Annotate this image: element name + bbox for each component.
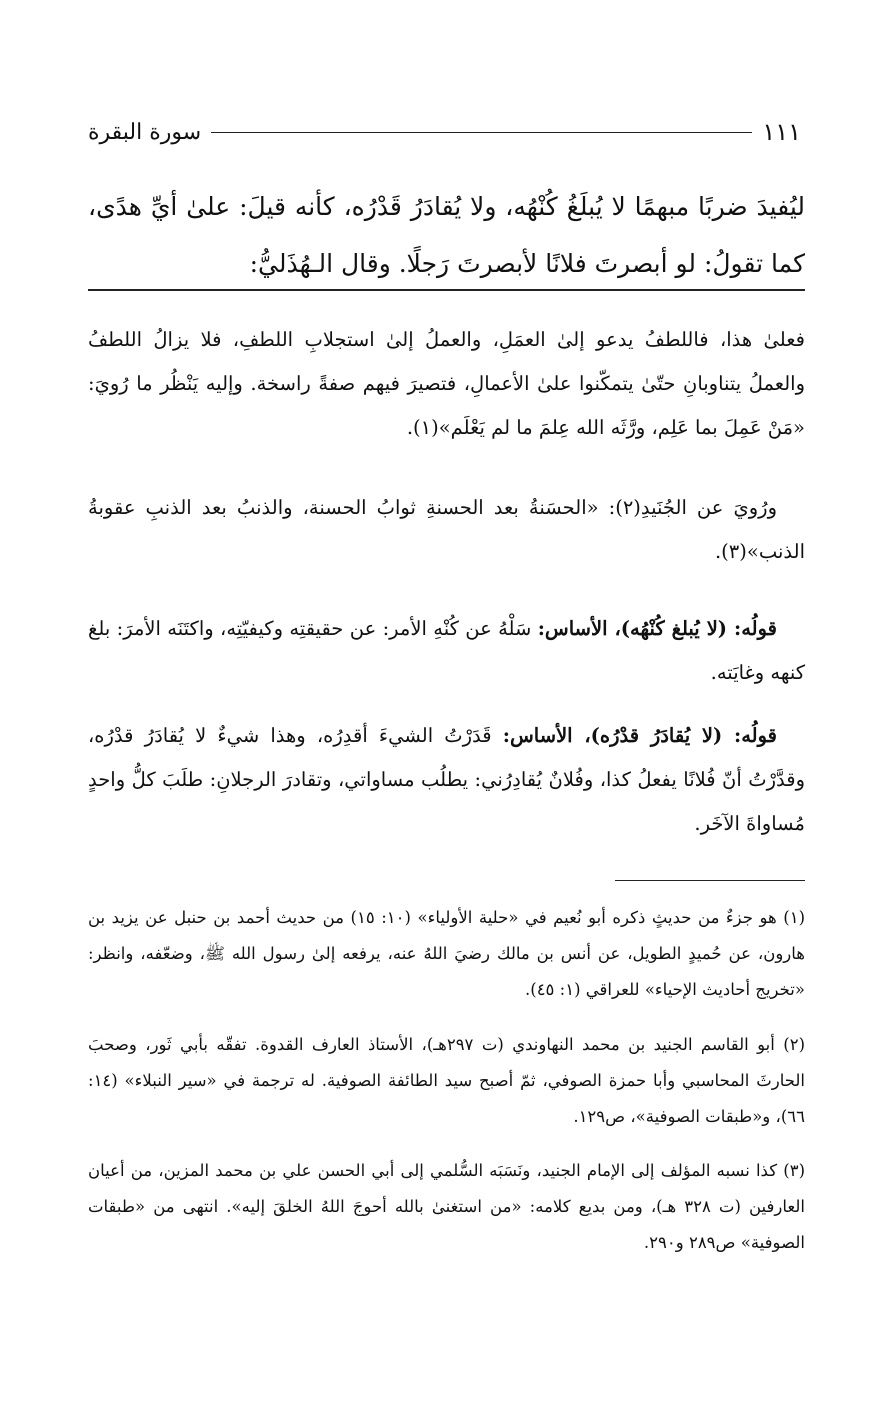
- footnote-separator: [615, 880, 805, 881]
- main-text-body: ليُفيدَ ضربًا مبهمًا لا يُبلَغُ كُنْهُه، ولا يُقادَرُ قَدْرُه، كأنه قيلَ: علىٰ أيِّ هدًى، كما تقولُ: لو أبصرتَ فلانًا لأبصرتَ رَجلًا. وقال الـهُذَليُّ:: [88, 192, 805, 278]
- commentary-paragraph-1: [88, 318, 805, 450]
- footnote-1: [88, 900, 805, 1012]
- commentary-text: فعلىٰ هذا، فاللطفُ يدعو إلىٰ العمَلِ، والعملُ إلىٰ استجلابِ اللطفِ، فلا يزالُ اللطفُ والعملُ يتناوبانِ حتّىٰ يتمكّنوا علىٰ الأعمالِ، فتصيرَ فيهم صفةً راسخة. وإليه يَنْظُر ما رُويَ: «مَنْ عَمِلَ بما عَلِم، ورَّثَه الله عِلمَ ما لم يَعْلَم»(١).: [88, 328, 805, 439]
- running-header: [88, 112, 801, 152]
- commentary-lead: قولُه: (لا يُقادَرُ قدْرُه)، الأساس:: [502, 724, 777, 747]
- commentary-paragraph-4: [88, 714, 805, 846]
- commentary-text: ورُويَ عن الجُنَيدِ(٢): «الحسَنةُ بعد الحسنةِ ثوابُ الحسنة، والذنبُ بعد الذنبِ عقوبةُ الذنب»(٣).: [88, 496, 805, 563]
- footnote-text: (٢) أبو القاسم الجنيد بن محمد النهاوندي (ت ٢٩٧هـ)، الأستاذ العارف القدوة. تفقّه بأبي ثَور، وصحبَ الحارثَ المحاسبي وأبا حمزة الصوفي، ثمّ أصبح سيد الطائفة الصوفية. له ترجمة في «سير النبلاء» (١٤: ٦٦)، و«طبقات الصوفية»، ص١٢٩.: [88, 1035, 805, 1126]
- main-text: [88, 178, 805, 292]
- footnote-2: [88, 1027, 805, 1139]
- footnote-3: [88, 1153, 805, 1265]
- commentary-rest: سَلْهُ عن كُنْهِ الأمر: عن حقيقتِه وكيفيّتِه، واكتَنَه الأمرَ: بلغ كنهه وغايَته.: [88, 617, 805, 684]
- page-number: ١١١: [762, 118, 801, 146]
- commentary-text: [88, 607, 805, 695]
- commentary-rest: قَدَرْتُ الشيءَ أقدِرُه، وهذا شيءٌ لا يُقادَرُ قدْرُه، وقدَّرْتُ أنّ فُلانًا يفعلُ كذا، وفُلانٌ يُقادِرُني: يطلُب مساواتي، وتقادرَ الرجلانِ: طلَبَ كلُّ واحدٍ مُساواةَ الآخَر.: [88, 724, 805, 835]
- commentary-paragraph-2: [88, 486, 805, 574]
- footnote-text: (٣) كذا نسبه المؤلف إلى الإمام الجنيد، ونَسَبَه السُّلمي إلى أبي الحسن علي بن محمد المزين، من أعيان العارفين (ت ٣٢٨ هـ)، ومن بديع كلامه: «من استغنىٰ بالله أحوجَ اللهُ الخلقَ إليه». انتهى من «طبقات الصوفية» ص٢٨٩ و٢٩٠.: [88, 1161, 805, 1252]
- commentary-text: [88, 714, 805, 846]
- commentary-paragraph-3: [88, 607, 805, 695]
- header-rule: [211, 132, 752, 133]
- footnote-text: (١) هو جزءٌ من حديثٍ ذكره أبو نُعيم في «حلية الأولياء» (١٠: ١٥) من حديث أحمد بن حنبل عن يزيد بن هارون، عن حُميدٍ الطويل، عن أنس بن مالك رضيَ اللهُ عنه، يرفعه إلىٰ رسول الله ﷺ، وضعّفه، وانظر: «تخريج أحاديث الإحياء» للعراقي (١: ٤٥).: [88, 908, 805, 999]
- commentary-lead: قولُه: (لا يُبلغ كُنْهُه)، الأساس:: [537, 617, 777, 640]
- surah-title: سورة البقرة: [88, 119, 202, 145]
- text-commentary-divider: [88, 289, 805, 291]
